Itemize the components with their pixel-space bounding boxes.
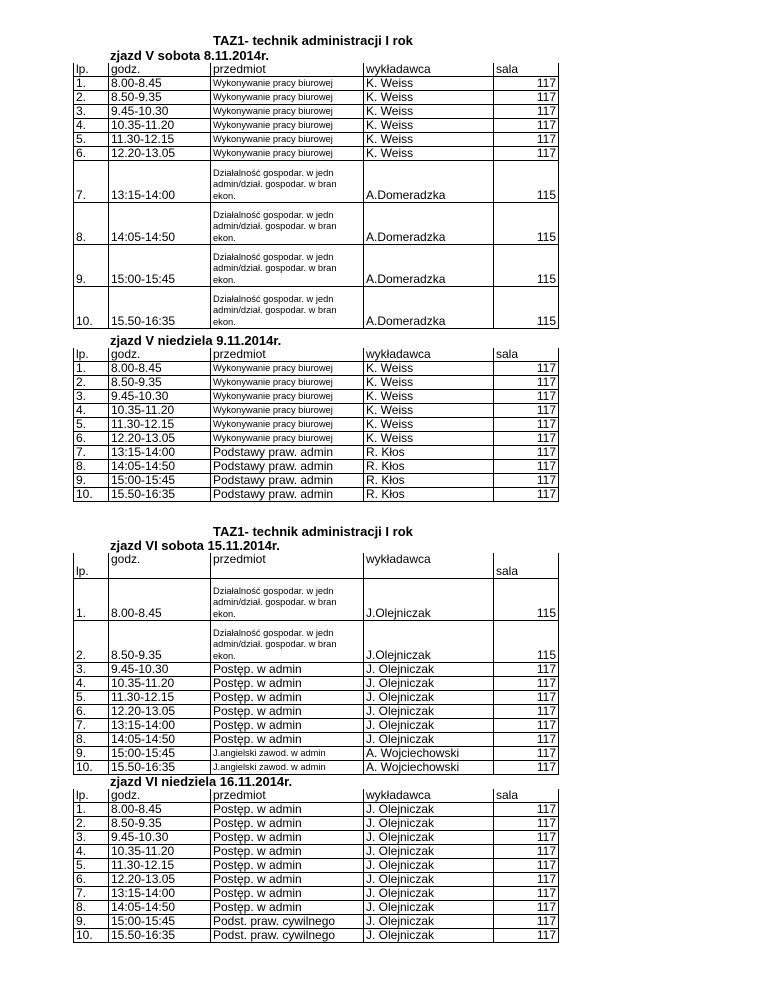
cell-przedmiot: Wykonywanie pracy biurowej	[211, 133, 364, 147]
cell-przedmiot: Wykonywanie pracy biurowej	[211, 119, 364, 133]
cell-przedmiot: Podstawy praw. admin	[211, 460, 364, 474]
cell-wykladawca: J. Olejniczak	[364, 929, 494, 943]
table-row	[74, 845, 559, 859]
cell-godz: 12.20-13.05	[109, 873, 211, 887]
table-row	[74, 91, 559, 105]
table-row	[74, 77, 559, 91]
cell-godz: 11.30-12.15	[109, 418, 211, 432]
schedule-table-4	[73, 789, 558, 943]
table-row	[74, 245, 559, 287]
header-sala: sala	[494, 789, 559, 803]
cell-sala: 117	[494, 663, 559, 677]
cell-wykladawca: J.Olejniczak	[364, 579, 494, 621]
table-row	[74, 761, 559, 775]
cell-lp: 3.	[74, 390, 109, 404]
header-przedmiot: przedmiot	[211, 789, 364, 803]
cell-lp: 10.	[74, 488, 109, 502]
cell-przedmiot: Postęp. w admin	[211, 845, 364, 859]
cell-lp: 4.	[74, 845, 109, 859]
cell-przedmiot: Postęp. w admin	[211, 873, 364, 887]
cell-wykladawca: A.Domeradzka	[364, 287, 494, 329]
section-heading: zjazd V sobota 8.11.2014r.	[110, 48, 269, 63]
header-przedmiot: przedmiot	[211, 63, 364, 77]
cell-sala: 117	[494, 817, 559, 831]
cell-sala: 117	[494, 915, 559, 929]
cell-wykladawca: J. Olejniczak	[364, 691, 494, 705]
cell-przedmiot: Wykonywanie pracy biurowej	[211, 432, 364, 446]
cell-sala: 115	[494, 621, 559, 663]
cell-godz: 11.30-12.15	[109, 133, 211, 147]
table-header-row	[74, 553, 559, 579]
table-row	[74, 147, 559, 161]
cell-sala: 117	[494, 91, 559, 105]
cell-sala: 117	[494, 873, 559, 887]
cell-przedmiot: Podst. praw. cywilnego	[211, 915, 364, 929]
cell-wykladawca: J. Olejniczak	[364, 803, 494, 817]
table-row	[74, 621, 559, 663]
table-row	[74, 133, 559, 147]
cell-sala: 117	[494, 362, 559, 376]
table-header-row	[74, 348, 559, 362]
table-row	[74, 859, 559, 873]
cell-przedmiot: Wykonywanie pracy biurowej	[211, 147, 364, 161]
cell-sala: 117	[494, 719, 559, 733]
cell-wykladawca: K. Weiss	[364, 362, 494, 376]
cell-godz: 8.50-9.35	[109, 376, 211, 390]
cell-godz: 14:05-14:50	[109, 203, 211, 245]
header-wykladawca: wykładawca	[364, 553, 494, 579]
cell-godz: 10.35-11.20	[109, 677, 211, 691]
cell-godz: 15:00-15:45	[109, 747, 211, 761]
section-heading: zjazd VI sobota 15.11.2014r.	[110, 538, 280, 553]
header-lp: lp.	[74, 348, 109, 362]
cell-wykladawca: J. Olejniczak	[364, 859, 494, 873]
cell-godz: 8.50-9.35	[109, 91, 211, 105]
cell-przedmiot: Postęp. w admin	[211, 817, 364, 831]
cell-wykladawca: J. Olejniczak	[364, 915, 494, 929]
cell-godz: 11.30-12.15	[109, 691, 211, 705]
header-sala: sala	[494, 348, 559, 362]
cell-lp: 4.	[74, 119, 109, 133]
cell-godz: 9.45-10.30	[109, 663, 211, 677]
table-row	[74, 663, 559, 677]
cell-lp: 6.	[74, 432, 109, 446]
cell-lp: 2.	[74, 817, 109, 831]
cell-sala: 117	[494, 390, 559, 404]
cell-przedmiot: Wykonywanie pracy biurowej	[211, 390, 364, 404]
table-row	[74, 488, 559, 502]
header-wykladawca: wykładawca	[364, 789, 494, 803]
cell-przedmiot: Wykonywanie pracy biurowej	[211, 77, 364, 91]
cell-sala: 117	[494, 376, 559, 390]
cell-lp: 7.	[74, 161, 109, 203]
table-row	[74, 719, 559, 733]
cell-przedmiot: Wykonywanie pracy biurowej	[211, 362, 364, 376]
cell-lp: 9.	[74, 245, 109, 287]
header-godz: godz.	[109, 63, 211, 77]
cell-lp: 8.	[74, 460, 109, 474]
cell-sala: 117	[494, 488, 559, 502]
cell-wykladawca: A.Domeradzka	[364, 203, 494, 245]
cell-wykladawca: K. Weiss	[364, 418, 494, 432]
schedule-table-2	[73, 348, 558, 502]
cell-lp: 1.	[74, 803, 109, 817]
cell-sala: 117	[494, 77, 559, 91]
cell-sala: 117	[494, 733, 559, 747]
cell-lp: 3.	[74, 831, 109, 845]
cell-wykladawca: R. Kłos	[364, 488, 494, 502]
cell-wykladawca: A. Wojciechowski	[364, 747, 494, 761]
cell-wykladawca: J. Olejniczak	[364, 831, 494, 845]
cell-godz: 12.20-13.05	[109, 147, 211, 161]
cell-przedmiot: Postęp. w admin	[211, 691, 364, 705]
table-row	[74, 817, 559, 831]
cell-przedmiot: Działalność gospodar. w jedn admin/dział. gospodar. w bran ekon.	[211, 579, 364, 621]
header-przedmiot: przedmiot	[211, 553, 364, 579]
cell-godz: 14:05-14:50	[109, 733, 211, 747]
header-lp: lp.	[74, 789, 109, 803]
document-title: TAZ1- technik administracji I rok	[213, 33, 413, 48]
cell-sala: 117	[494, 901, 559, 915]
cell-sala: 117	[494, 404, 559, 418]
table-row	[74, 446, 559, 460]
cell-wykladawca: J. Olejniczak	[364, 817, 494, 831]
table-row	[74, 390, 559, 404]
cell-lp: 1.	[74, 77, 109, 91]
cell-lp: 10.	[74, 287, 109, 329]
cell-lp: 4.	[74, 677, 109, 691]
cell-lp: 2.	[74, 621, 109, 663]
cell-przedmiot: Wykonywanie pracy biurowej	[211, 418, 364, 432]
cell-sala: 117	[494, 432, 559, 446]
schedule-table-1	[73, 63, 558, 329]
cell-sala: 117	[494, 761, 559, 775]
cell-godz: 8.00-8.45	[109, 579, 211, 621]
table-row	[74, 119, 559, 133]
cell-lp: 2.	[74, 91, 109, 105]
cell-przedmiot: Podstawy praw. admin	[211, 446, 364, 460]
table-row	[74, 747, 559, 761]
cell-godz: 8.00-8.45	[109, 362, 211, 376]
cell-sala: 117	[494, 474, 559, 488]
cell-wykladawca: A.Domeradzka	[364, 161, 494, 203]
cell-sala: 115	[494, 579, 559, 621]
cell-przedmiot: Działalność gospodar. w jedn admin/dział. gospodar. w bran ekon.	[211, 203, 364, 245]
table-row	[74, 887, 559, 901]
cell-lp: 3.	[74, 663, 109, 677]
header-godz: godz.	[109, 789, 211, 803]
table-row	[74, 404, 559, 418]
cell-sala: 117	[494, 446, 559, 460]
cell-lp: 7.	[74, 719, 109, 733]
header-godz: godz.	[109, 348, 211, 362]
cell-przedmiot: Postęp. w admin	[211, 901, 364, 915]
cell-przedmiot: Wykonywanie pracy biurowej	[211, 404, 364, 418]
cell-przedmiot: Wykonywanie pracy biurowej	[211, 376, 364, 390]
cell-lp: 4.	[74, 404, 109, 418]
cell-lp: 5.	[74, 133, 109, 147]
cell-wykladawca: K. Weiss	[364, 133, 494, 147]
header-wykladawca: wykładawca	[364, 63, 494, 77]
cell-sala: 117	[494, 418, 559, 432]
cell-lp: 8.	[74, 203, 109, 245]
cell-godz: 13:15-14:00	[109, 719, 211, 733]
cell-lp: 10.	[74, 929, 109, 943]
cell-sala: 117	[494, 887, 559, 901]
table-row	[74, 803, 559, 817]
cell-sala: 117	[494, 119, 559, 133]
document-title: TAZ1- technik administracji I rok	[213, 524, 413, 539]
table-row	[74, 460, 559, 474]
cell-sala: 117	[494, 147, 559, 161]
cell-lp: 5.	[74, 418, 109, 432]
cell-lp: 7.	[74, 887, 109, 901]
cell-przedmiot: Podstawy praw. admin	[211, 474, 364, 488]
cell-wykladawca: R. Kłos	[364, 446, 494, 460]
cell-lp: 1.	[74, 362, 109, 376]
cell-przedmiot: Postęp. w admin	[211, 859, 364, 873]
cell-przedmiot: Postęp. w admin	[211, 719, 364, 733]
cell-godz: 9.45-10.30	[109, 105, 211, 119]
table-row	[74, 287, 559, 329]
cell-sala: 115	[494, 203, 559, 245]
table-row	[74, 161, 559, 203]
cell-godz: 12.20-13.05	[109, 705, 211, 719]
cell-godz: 15.50-16:35	[109, 488, 211, 502]
cell-lp: 8.	[74, 901, 109, 915]
cell-sala: 117	[494, 133, 559, 147]
cell-wykladawca: K. Weiss	[364, 376, 494, 390]
table-row	[74, 831, 559, 845]
cell-wykladawca: J. Olejniczak	[364, 663, 494, 677]
table-row	[74, 418, 559, 432]
cell-lp: 3.	[74, 105, 109, 119]
cell-przedmiot: Postęp. w admin	[211, 831, 364, 845]
cell-lp: 9.	[74, 915, 109, 929]
cell-przedmiot: Działalność gospodar. w jedn admin/dział. gospodar. w bran ekon.	[211, 621, 364, 663]
cell-wykladawca: K. Weiss	[364, 105, 494, 119]
schedule-table-3	[73, 553, 558, 775]
table-header-row	[74, 63, 559, 77]
section-heading: zjazd V niedziela 9.11.2014r.	[110, 333, 282, 348]
cell-wykladawca: J. Olejniczak	[364, 873, 494, 887]
cell-przedmiot: Postęp. w admin	[211, 733, 364, 747]
cell-lp: 8.	[74, 733, 109, 747]
cell-godz: 9.45-10.30	[109, 831, 211, 845]
cell-przedmiot: Działalność gospodar. w jedn admin/dział. gospodar. w bran ekon.	[211, 161, 364, 203]
cell-przedmiot: J.angielski zawod. w admin	[211, 761, 364, 775]
table-row	[74, 901, 559, 915]
cell-lp: 10.	[74, 761, 109, 775]
header-godz: godz.	[109, 553, 211, 579]
cell-wykladawca: K. Weiss	[364, 91, 494, 105]
table-row	[74, 677, 559, 691]
cell-godz: 10.35-11.20	[109, 845, 211, 859]
cell-godz: 10.35-11.20	[109, 404, 211, 418]
cell-wykladawca: J. Olejniczak	[364, 719, 494, 733]
cell-wykladawca: J. Olejniczak	[364, 733, 494, 747]
cell-lp: 5.	[74, 859, 109, 873]
cell-godz: 12.20-13.05	[109, 432, 211, 446]
table-row	[74, 376, 559, 390]
cell-przedmiot: Postęp. w admin	[211, 803, 364, 817]
cell-przedmiot: Postęp. w admin	[211, 663, 364, 677]
cell-sala: 117	[494, 105, 559, 119]
table-row	[74, 432, 559, 446]
cell-godz: 8.00-8.45	[109, 77, 211, 91]
cell-przedmiot: Wykonywanie pracy biurowej	[211, 105, 364, 119]
cell-przedmiot: Działalność gospodar. w jedn admin/dział. gospodar. w bran ekon.	[211, 287, 364, 329]
cell-lp: 9.	[74, 747, 109, 761]
cell-wykladawca: J. Olejniczak	[364, 705, 494, 719]
cell-sala: 117	[494, 460, 559, 474]
cell-godz: 15.50-16:35	[109, 929, 211, 943]
cell-lp: 9.	[74, 474, 109, 488]
cell-lp: 6.	[74, 873, 109, 887]
cell-wykladawca: A. Wojciechowski	[364, 761, 494, 775]
table-row	[74, 579, 559, 621]
cell-godz: 13:15-14:00	[109, 446, 211, 460]
cell-sala: 117	[494, 859, 559, 873]
cell-wykladawca: K. Weiss	[364, 390, 494, 404]
header-wykladawca: wykładawca	[364, 348, 494, 362]
cell-wykladawca: J. Olejniczak	[364, 901, 494, 915]
cell-przedmiot: Podstawy praw. admin	[211, 488, 364, 502]
cell-godz: 14:05-14:50	[109, 460, 211, 474]
cell-sala: 117	[494, 845, 559, 859]
cell-godz: 9.45-10.30	[109, 390, 211, 404]
cell-wykladawca: K. Weiss	[364, 77, 494, 91]
cell-lp: 7.	[74, 446, 109, 460]
cell-wykladawca: A.Domeradzka	[364, 245, 494, 287]
cell-sala: 115	[494, 161, 559, 203]
cell-godz: 11.30-12.15	[109, 859, 211, 873]
header-sala: sala	[494, 63, 559, 77]
cell-wykladawca: K. Weiss	[364, 404, 494, 418]
cell-lp: 1.	[74, 579, 109, 621]
cell-sala: 115	[494, 245, 559, 287]
table-row	[74, 474, 559, 488]
header-przedmiot: przedmiot	[211, 348, 364, 362]
header-lp: lp.	[74, 553, 109, 579]
cell-godz: 13:15-14:00	[109, 161, 211, 203]
table-row	[74, 362, 559, 376]
cell-godz: 15:00-15:45	[109, 474, 211, 488]
cell-wykladawca: J. Olejniczak	[364, 845, 494, 859]
cell-godz: 10.35-11.20	[109, 119, 211, 133]
cell-sala: 117	[494, 677, 559, 691]
cell-godz: 15:00-15:45	[109, 915, 211, 929]
cell-przedmiot: Podst. praw. cywilnego	[211, 929, 364, 943]
table-row	[74, 915, 559, 929]
cell-przedmiot: Wykonywanie pracy biurowej	[211, 91, 364, 105]
cell-godz: 8.00-8.45	[109, 803, 211, 817]
cell-lp: 6.	[74, 147, 109, 161]
cell-godz: 8.50-9.35	[109, 621, 211, 663]
cell-przedmiot: Działalność gospodar. w jedn admin/dział. gospodar. w bran ekon.	[211, 245, 364, 287]
cell-wykladawca: K. Weiss	[364, 147, 494, 161]
cell-sala: 117	[494, 803, 559, 817]
cell-godz: 14:05-14:50	[109, 901, 211, 915]
table-row	[74, 203, 559, 245]
cell-wykladawca: K. Weiss	[364, 119, 494, 133]
cell-godz: 15.50-16:35	[109, 761, 211, 775]
cell-godz: 15.50-16:35	[109, 287, 211, 329]
table-row	[74, 733, 559, 747]
cell-wykladawca: K. Weiss	[364, 432, 494, 446]
cell-sala: 117	[494, 929, 559, 943]
table-header-row	[74, 789, 559, 803]
cell-lp: 6.	[74, 705, 109, 719]
cell-lp: 5.	[74, 691, 109, 705]
table-row	[74, 873, 559, 887]
cell-godz: 8.50-9.35	[109, 817, 211, 831]
cell-przedmiot: Postęp. w admin	[211, 887, 364, 901]
cell-lp: 2.	[74, 376, 109, 390]
cell-przedmiot: Postęp. w admin	[211, 705, 364, 719]
cell-sala: 117	[494, 831, 559, 845]
cell-godz: 13:15-14:00	[109, 887, 211, 901]
cell-sala: 117	[494, 691, 559, 705]
cell-przedmiot: Postęp. w admin	[211, 677, 364, 691]
section-heading: zjazd VI niedziela 16.11.2014r.	[110, 774, 293, 789]
cell-wykladawca: R. Kłos	[364, 460, 494, 474]
table-row	[74, 929, 559, 943]
table-row	[74, 705, 559, 719]
header-sala: sala	[494, 553, 559, 579]
cell-sala: 117	[494, 747, 559, 761]
cell-wykladawca: J. Olejniczak	[364, 887, 494, 901]
cell-sala: 115	[494, 287, 559, 329]
cell-sala: 117	[494, 705, 559, 719]
cell-wykladawca: J. Olejniczak	[364, 677, 494, 691]
cell-godz: 15:00-15:45	[109, 245, 211, 287]
cell-przedmiot: J.angielski zawod. w admin	[211, 747, 364, 761]
cell-wykladawca: J.Olejniczak	[364, 621, 494, 663]
cell-wykladawca: R. Kłos	[364, 474, 494, 488]
table-row	[74, 105, 559, 119]
table-row	[74, 691, 559, 705]
header-lp: lp.	[74, 63, 109, 77]
